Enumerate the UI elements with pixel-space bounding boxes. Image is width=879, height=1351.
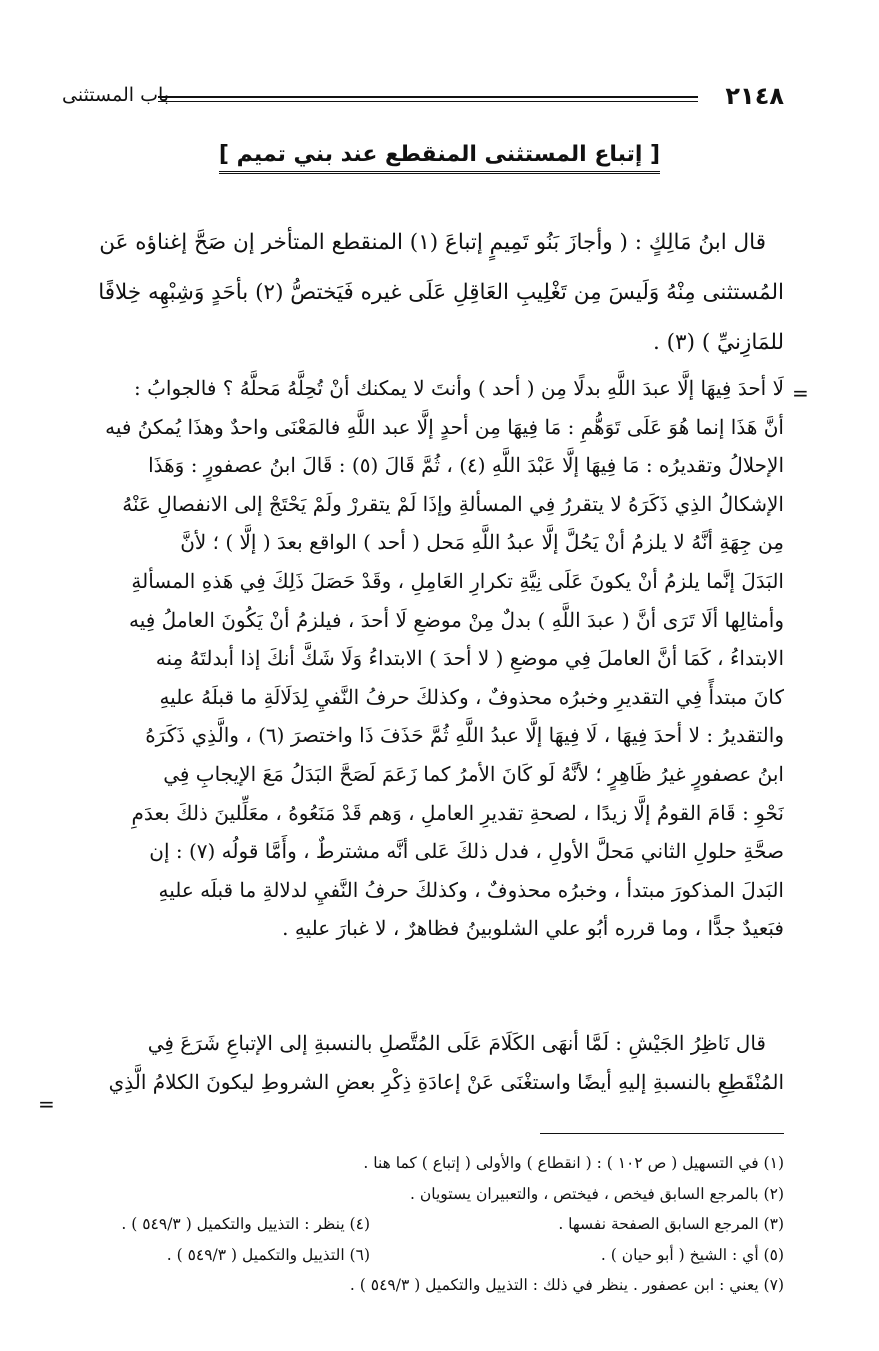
commentary-line: والتقديرُ : لا أحدَ فِيهَا ، لَا فِيهَا إلَّا عبدُ اللَّهِ ثُمَّ حَذَفَ ذَا واختصرَ (٦) ، والَّذِي ذَكَرَهُ xyxy=(145,723,784,748)
commentary-text-2 xyxy=(58,1024,784,1101)
continuation-mark-top: = xyxy=(792,381,809,405)
footnote: (٢) بالمرجع السابق فيخص ، فيختص ، والتعبيران يستويان . xyxy=(410,1184,784,1203)
commentary-line: قال نَاظِرُ الجَيْشِ : لَمَّا أنهَى الكَلَامَ عَلَى المُتَّصلِ بالنسبةِ إلى الإتباعِ شَرَعَ فِي xyxy=(147,1031,766,1055)
section-title-text: [ إتباع المستثنى المنقطع عند بني تميم ] xyxy=(219,142,660,174)
commentary-line: البَدلَ المذكورَ مبتدأ ، وخبرُه محذوفٌ ، وكذلكَ حرفُ النَّفيِ لدلالةِ ما قبلَه عليهِ xyxy=(158,877,784,902)
commentary-line: وأمثالِها ألَا تَرَى أنَّ ( عبدَ اللَّهِ ) بدلٌ مِنْ موضعِ لَا أحدَ ، فيلزمُ أنْ يَكُونَ العاملُ فِيه xyxy=(129,607,784,632)
commentary-line: مِن جِهَةِ أنَّهُ لا يلزمُ أنْ يَحُلَّ إلَّا عبدُ اللَّهِ مَحل ( أحد ) الواقع بعدَ ( إلَّا ) ؛ لأنَّ xyxy=(180,530,784,555)
commentary-line: الإحلالُ وتقديرُه : مَا فِيهَا إلَّا عَبْدَ اللَّهِ (٤) ، ثُمَّ قَالَ (٥) : قَالَ ابنُ عصفورٍ : وَهَذَا xyxy=(148,453,784,478)
quoted-text xyxy=(82,218,784,368)
footnote: (٣) المرجع السابق الصفحة نفسها . xyxy=(558,1215,784,1233)
header-rule xyxy=(158,96,698,102)
commentary-line: المُنْقَطِعِ بالنسبةِ إليهِ أيضًا واستغْنَى عَنْ إعادَةِ ذِكْرِ بعضِ الشروطِ ليكونَ الكلامُ الَّذِي xyxy=(108,1069,784,1094)
footnote: (٤) ينظر : التذييل والتكميل ( ٥٤٩/٣ ) . xyxy=(121,1215,370,1233)
commentary-text xyxy=(58,369,784,948)
chapter-title: باب المستثنى xyxy=(62,84,170,106)
commentary-line: الإشكالُ الذِي ذَكَرَهُ لا يتقررُ فِي المسألةِ وإذَا لَمْ يتقررْ ولَمْ يَحْتَجْ إلى الانفصالِ عَنْهُ xyxy=(122,491,784,516)
quote-line: للمَازِنيِّ ) (٣) . xyxy=(652,330,784,355)
quote-line: قال ابنُ مَالِكٍ : ( وأجازَ بَنُو تَمِيمٍ إتباعَ (١) المنقطع المتأخر إن صَحَّ إغناؤه عَن xyxy=(99,230,766,255)
page-number: ٢١٤٨ xyxy=(725,82,784,110)
commentary-line: البَدَلَ إنَّما يلزمُ أنْ يكونَ عَلَى نِيَّةِ تكرارِ العَامِلِ ، وقَدْ حَصَلَ ذَلِكَ فِي هَذهِ المسألةِ xyxy=(131,568,784,593)
quote-line: المُستثنى مِنْهُ وَلَيسَ مِن تَغْلِيبِ العَاقِلِ عَلَى غيره فَيَختصُّ (٢) بأحَدٍ وَشِبْهِه خِلافًا xyxy=(98,280,784,305)
commentary-line: فبَعيدٌ جدًّا ، وما قرره أبُو علي الشلوبينُ فظاهرٌ ، لا غبارَ عليهِ . xyxy=(282,916,784,941)
commentary-line: كانَ مبتدأً فِي التقديرِ وخبرُه محذوفٌ ، وكذلكَ حرفُ النَّفيِ لِدَلَالَةِ ما قبلَهُ عليهِ xyxy=(159,684,784,709)
footnote: (٧) يعني : ابن عصفور . ينظر في ذلك : التذييل والتكميل ( ٥٤٩/٣ ) . xyxy=(349,1276,784,1294)
footnote: (١) في التسهيل ( ص ١٠٢ ) : ( انقطاع ) والأولى ( إتباع ) كما هنا . xyxy=(363,1154,784,1172)
footnote: (٥) أي : الشيخ ( أبو حيان ) . xyxy=(600,1245,784,1264)
section-title xyxy=(0,142,879,174)
commentary-line: ابنُ عصفورٍ غيرُ ظَاهِرٍ ؛ لأنَّهُ لَو كَانَ الأمرُ كما زَعَمَ لَصَحَّ البَدَلُ مَعَ الإيجابِ فِي xyxy=(163,761,784,786)
commentary-line: أنَّ هَذَا إنما هُوَ عَلَى تَوَهُّمِ : مَا فِيهَا مِن أحدٍ إلَّا عبد اللَّهِ فالمَعْنَى واحدٌ وهذَا يُمكنُ فيه xyxy=(105,414,784,439)
footnote-row xyxy=(70,1209,784,1240)
footnote-separator xyxy=(540,1133,784,1134)
commentary-line: الابتداءُ ، كَمَا أنَّ العاملَ فِي موضعِ ( لا أحدَ ) الابتداءُ وَلَا شَكَّ أنكَ إذا أبدلتَهُ مِنه xyxy=(155,646,784,671)
footnote-row xyxy=(70,1179,784,1210)
continuation-mark-bottom: = xyxy=(38,1092,55,1116)
footnote-row xyxy=(70,1240,784,1271)
footnotes xyxy=(70,1148,784,1301)
commentary-line: لَا أحدَ فِيهَا إلَّا عبدَ اللَّهِ بدلًا مِن ( أحد ) وأنتَ لا يمكنك أنْ تُحِلَّهُ مَحلَّهُ ؟ فالجوابُ : xyxy=(133,376,784,400)
commentary-line: صحَّةِ حلولِ الثاني مَحلَّ الأولِ ، فدل ذلكَ عَلى أنَّه مشترطٌ ، وأَمَّا قولُه (٧) : إن xyxy=(149,839,784,864)
page-header xyxy=(62,82,784,116)
commentary-line: نَحْوِ : قَامَ القومُ إلَّا زيدًا ، لصحةِ تقديرِ العاملِ ، وَهم قَدْ مَنَعُوهُ ، معَلِّلينَ ذلكَ بعدَمِ xyxy=(131,800,784,825)
footnote: (٦) التذييل والتكميل ( ٥٤٩/٣ ) . xyxy=(166,1245,370,1264)
footnote-row xyxy=(70,1270,784,1301)
footnote-row xyxy=(70,1148,784,1179)
